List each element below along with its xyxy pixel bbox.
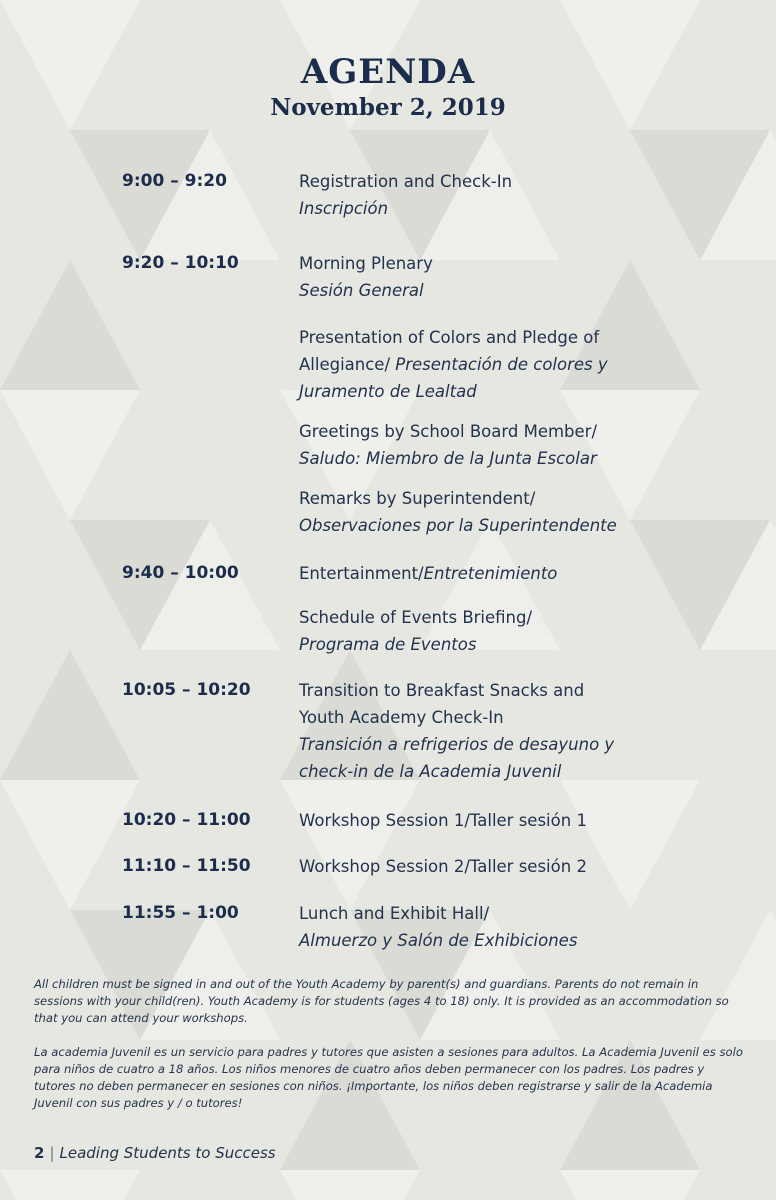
footer-tagline: Leading Students to Success xyxy=(59,1144,276,1162)
agenda-item-english: Workshop Session 1/Taller sesión 1 xyxy=(299,811,587,830)
agenda-item-english: Remarks by Superintendent/ xyxy=(299,489,536,508)
agenda-date: November 2, 2019 xyxy=(270,94,506,121)
agenda-item-english: Lunch and Exhibit Hall/ xyxy=(299,904,490,923)
agenda-time: 9:20 – 10:10 xyxy=(122,253,239,273)
agenda-time: 11:10 – 11:50 xyxy=(122,856,251,876)
agenda-description xyxy=(299,324,644,405)
agenda-description xyxy=(299,418,659,472)
page-footer xyxy=(34,1144,276,1162)
agenda-description xyxy=(299,485,659,539)
agenda-item-english: Registration and Check-In xyxy=(299,172,513,191)
agenda-item-spanish: Entretenimiento xyxy=(423,564,558,583)
agenda-item-english: Greetings by School Board Member/ xyxy=(299,422,598,441)
agenda-item-spanish: Programa de Eventos xyxy=(299,635,477,654)
agenda-item-spanish: Almuerzo y Salón de Exhibiciones xyxy=(299,931,578,950)
agenda-time: 9:00 – 9:20 xyxy=(122,171,227,191)
footer-separator: | xyxy=(49,1144,55,1162)
youth-academy-note-spanish: La academia Juvenil es un servicio para padres y tutores que asisten a sesiones para adultos. La Academia Juvenil es solo para niños de cuatro a 18 años. Los niños menores de cuatro años deben permanecer con los padres. Los padres y tutores no deben permanecer en sesiones con niños. ¡Importante, los niños deben registrarse y salir de la Academia Juvenil con sus padres y / o tutores! xyxy=(34,1045,743,1110)
agenda-item-english: Presentation of Colors and Pledge of Allegiance/ xyxy=(299,328,600,374)
agenda-item-spanish: Transición a refrigerios de desayuno y check-in de la Academia Juvenil xyxy=(299,735,615,781)
agenda-item-english: Morning Plenary xyxy=(299,254,433,273)
page-title: AGENDA xyxy=(300,52,476,92)
agenda-time: 9:40 – 10:00 xyxy=(122,563,239,583)
agenda-time: 10:05 – 10:20 xyxy=(122,680,251,700)
youth-academy-note-english: All children must be signed in and out of the Youth Academy by parent(s) and guardians. Parents do not remain in sessions with your child(ren). Youth Academy is for students (ages 4 to 18) only. It is provided as an accommodation so that you can attend your workshops. xyxy=(34,977,729,1025)
agenda-time: 11:55 – 1:00 xyxy=(122,903,239,923)
agenda-item-spanish: Presentación de colores y Juramento de Lealtad xyxy=(299,355,608,401)
agenda-item-spanish: Sesión General xyxy=(299,281,424,300)
agenda-item-english: Workshop Session 2/Taller sesión 2 xyxy=(299,857,587,876)
agenda-item-english: Transition to Breakfast Snacks and Youth Academy Check-In xyxy=(299,681,585,727)
agenda-time: 10:20 – 11:00 xyxy=(122,810,251,830)
agenda-description xyxy=(299,677,634,785)
agenda-description xyxy=(299,807,659,834)
agenda-item-english: Schedule of Events Briefing/ xyxy=(299,608,533,627)
agenda-description xyxy=(299,560,659,587)
agenda-description xyxy=(299,168,659,222)
agenda-description xyxy=(299,604,659,658)
agenda-item-spanish: Saludo: Miembro de la Junta Escolar xyxy=(299,449,597,468)
agenda-item-english: Entertainment/ xyxy=(299,564,424,583)
agenda-description xyxy=(299,853,659,880)
agenda-description xyxy=(299,900,659,954)
page-number: 2 xyxy=(34,1144,45,1162)
agenda-item-spanish: Inscripción xyxy=(299,199,389,218)
agenda-item-spanish: Observaciones por la Superintendente xyxy=(299,516,617,535)
agenda-description xyxy=(299,250,659,304)
